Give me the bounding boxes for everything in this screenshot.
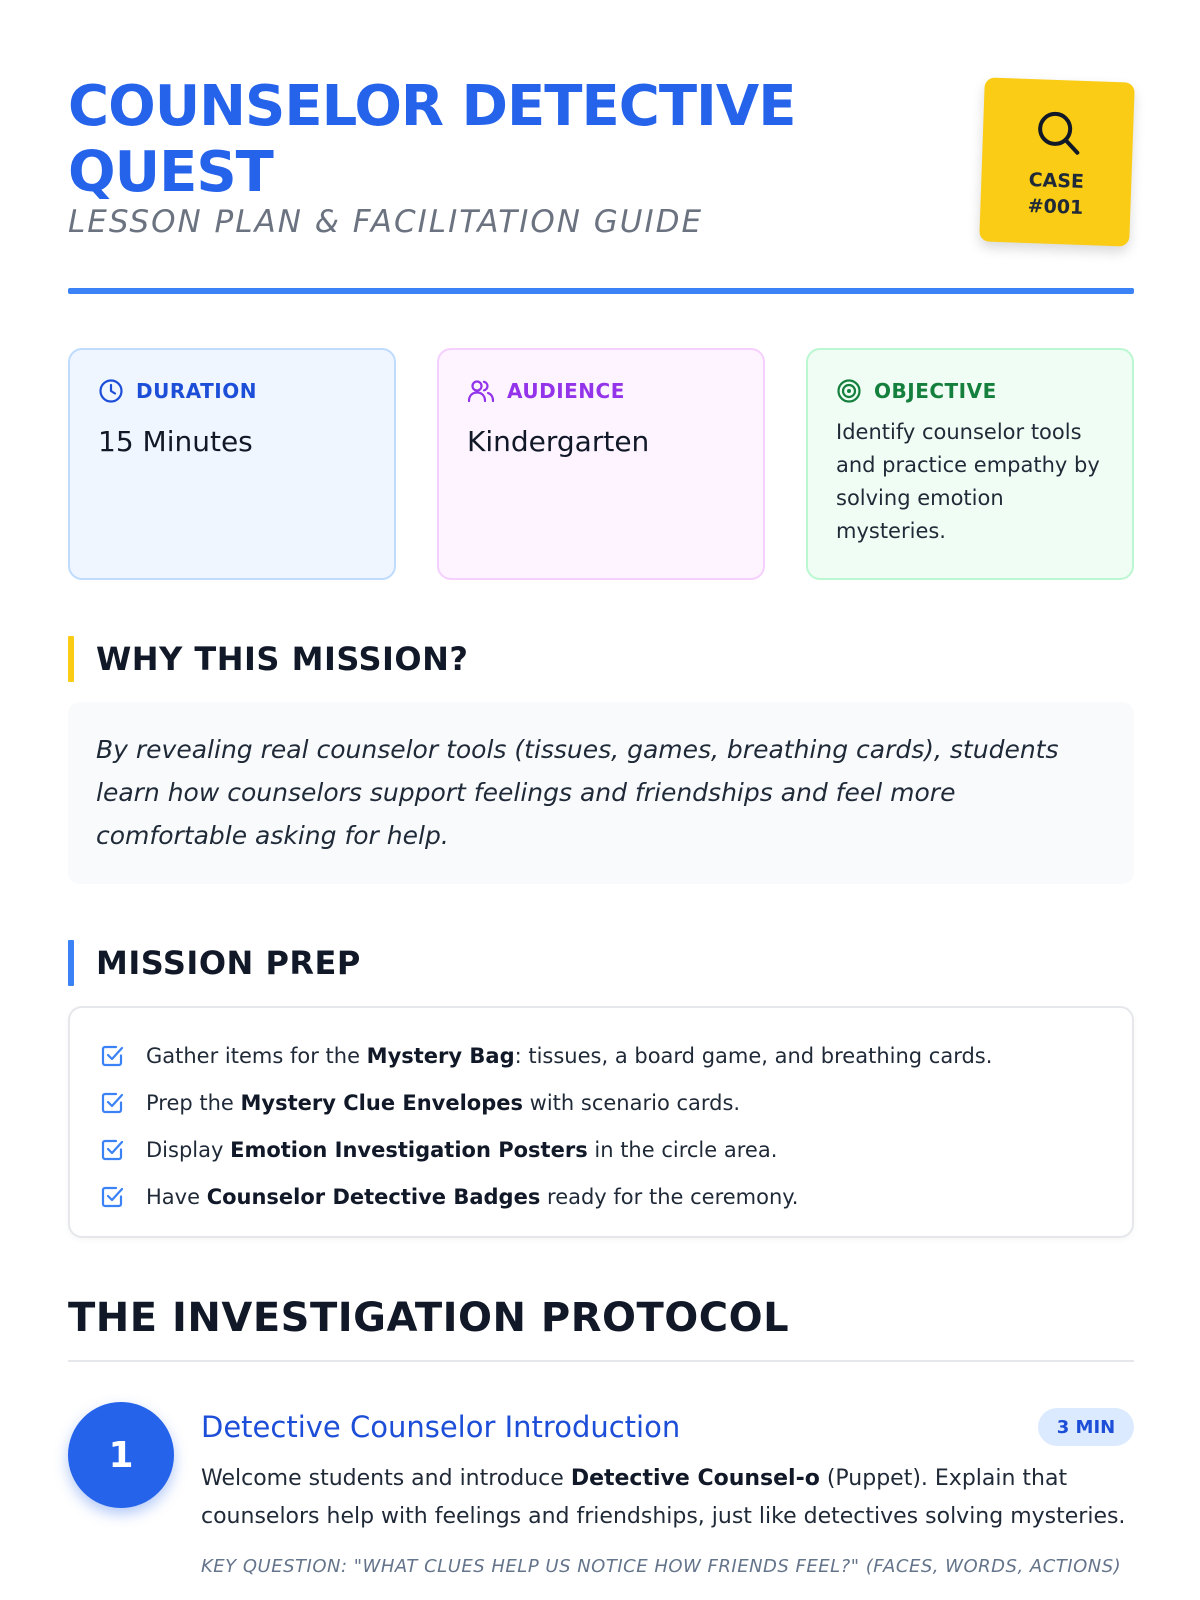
prep-item-text: Gather items for the Mystery Bag: tissues, a board game, and breathing cards. xyxy=(146,1043,993,1068)
why-text: By revealing real counselor tools (tissues, games, breathing cards), students learn how counselors support feelings and friendships and feel more comfortable asking for help. xyxy=(96,735,1059,850)
case-card xyxy=(979,77,1135,246)
case-number: #001 xyxy=(1027,195,1084,219)
why-box xyxy=(68,702,1134,884)
why-heading-bar xyxy=(68,636,74,682)
objective-card xyxy=(806,348,1134,580)
checkbox-checked-icon xyxy=(100,1137,126,1163)
duration-card xyxy=(68,348,396,580)
case-label: CASE xyxy=(1028,169,1085,193)
list-item xyxy=(100,1126,1102,1173)
prep-heading-text: MISSION PREP xyxy=(96,944,361,982)
header-divider xyxy=(68,288,1134,294)
why-heading xyxy=(68,636,468,682)
step-title: Detective Counselor Introduction xyxy=(201,1410,681,1444)
prep-heading xyxy=(68,940,361,986)
prep-item-text: Have Counselor Detective Badges ready for the ceremony. xyxy=(146,1184,799,1209)
step-number: 1 xyxy=(68,1402,174,1508)
checkbox-checked-icon xyxy=(100,1043,126,1069)
magnifier-icon xyxy=(1033,107,1083,157)
header xyxy=(68,70,1134,296)
audience-card xyxy=(437,348,765,580)
list-item xyxy=(100,1032,1102,1079)
step-description: Welcome students and introduce Detective Counsel-o (Puppet). Explain that counselors help with feelings and friendships, just like detectives solving mysteries. xyxy=(201,1466,1126,1529)
target-icon xyxy=(836,378,862,404)
users-icon xyxy=(467,378,495,404)
lesson-plan-page xyxy=(68,0,1134,1600)
prep-item-text: Display Emotion Investigation Posters in the circle area. xyxy=(146,1137,778,1162)
duration-value: 15 Minutes xyxy=(98,425,253,458)
step-key-question: KEY QUESTION: "WHAT CLUES HELP US NOTICE HOW FRIENDS FEEL?" (FACES, WORDS, ACTIONS) xyxy=(201,1556,1122,1577)
info-cards xyxy=(68,348,1134,580)
page-subtitle: LESSON PLAN & FACILITATION GUIDE xyxy=(68,204,704,240)
prep-heading-bar xyxy=(68,940,74,986)
prep-item-text: Prep the Mystery Clue Envelopes with scenario cards. xyxy=(146,1090,741,1115)
audience-value: Kindergarten xyxy=(467,425,650,458)
why-heading-text: WHY THIS MISSION? xyxy=(96,640,469,678)
audience-label: AUDIENCE xyxy=(507,379,625,403)
protocol-divider xyxy=(68,1360,1134,1362)
checkbox-checked-icon xyxy=(100,1184,126,1210)
clock-icon xyxy=(98,378,124,404)
duration-label: DURATION xyxy=(136,379,257,403)
objective-label: OBJECTIVE xyxy=(874,379,997,403)
prep-checklist xyxy=(68,1006,1134,1238)
list-item xyxy=(100,1173,1102,1220)
page-title: COUNSELOR DETECTIVE QUEST xyxy=(68,74,796,205)
protocol-heading: THE INVESTIGATION PROTOCOL xyxy=(68,1295,790,1341)
checkbox-checked-icon xyxy=(100,1090,126,1116)
objective-value: Identify counselor tools and practice empathy by solving emotion mysteries. xyxy=(836,420,1100,543)
list-item xyxy=(100,1079,1102,1126)
step-duration-badge: 3 MIN xyxy=(1038,1408,1134,1446)
protocol-step xyxy=(68,1402,1134,1600)
